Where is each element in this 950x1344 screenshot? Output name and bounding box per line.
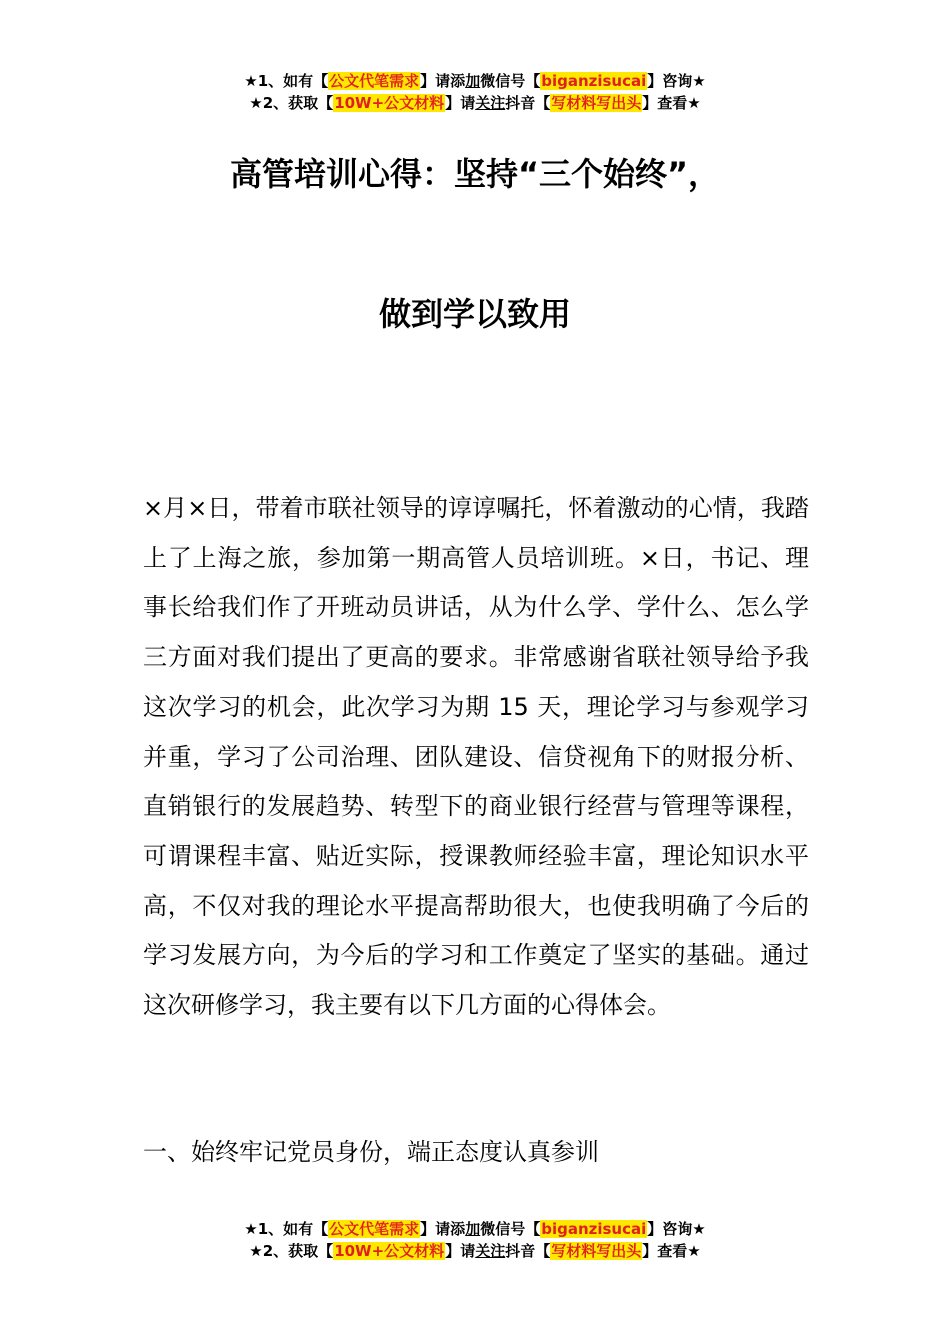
banner-highlight: 公文代笔需求 xyxy=(329,1220,420,1238)
banner-highlight: biganzisucai xyxy=(541,72,647,90)
banner-highlight: 公文代笔需求 xyxy=(329,72,420,90)
header-banner xyxy=(0,70,950,114)
banner-highlight: biganzisucai xyxy=(541,1220,647,1238)
banner-line-2: ★2、获取【10W+公文材料】请关注抖音【写材料写出头】查看★ xyxy=(249,94,701,112)
body-paragraph: ×月×日，带着市联社领导的谆谆嘱托，怀着激动的心情，我踏上了上海之旅，参加第一期高管人员培训班。×日，书记、理事长给我们作了开班动员讲话，从为什么学、学什么、怎么学三方面对我们提出了更高的要求。非常感谢省联社领导给予我这次学习的机会，此次学习为期 15 天，理论学习与参观学习并重，学习了公司治理、团队建设、信贷视角下的财报分析、直销银行的发展趋势、转型下的商业银行经营与管理等课程，可谓课程丰富、贴近实际，授课教师经验丰富，理论知识水平高，不仅对我的理论水平提高帮助很大，也使我明确了今后的学习发展方向，为今后的学习和工作奠定了坚实的基础。通过这次研修学习，我主要有以下几方面的心得体会。 xyxy=(143,494,809,1020)
banner-line-1: ★1、如有【公文代笔需求】请添加微信号【biganzisucai】咨询★ xyxy=(244,1220,706,1238)
banner-highlight: 写材料写出头 xyxy=(551,94,642,112)
banner-highlight: 10W+公文材料 xyxy=(334,94,445,112)
document-title-line-2: 做到学以致用 xyxy=(378,295,571,333)
banner-highlight: 写材料写出头 xyxy=(551,1242,642,1260)
section-heading: 一、始终牢记党员身份，端正态度认真参训 xyxy=(143,1138,599,1166)
document-title-line-1: 高管培训心得：坚持“三个始终”， xyxy=(229,155,721,193)
banner-highlight: 10W+公文材料 xyxy=(334,1242,445,1260)
banner-line-2: ★2、获取【10W+公文材料】请关注抖音【写材料写出头】查看★ xyxy=(249,1242,701,1260)
banner-line-1: ★1、如有【公文代笔需求】请添加微信号【biganzisucai】咨询★ xyxy=(244,72,706,90)
footer-banner xyxy=(0,1218,950,1262)
